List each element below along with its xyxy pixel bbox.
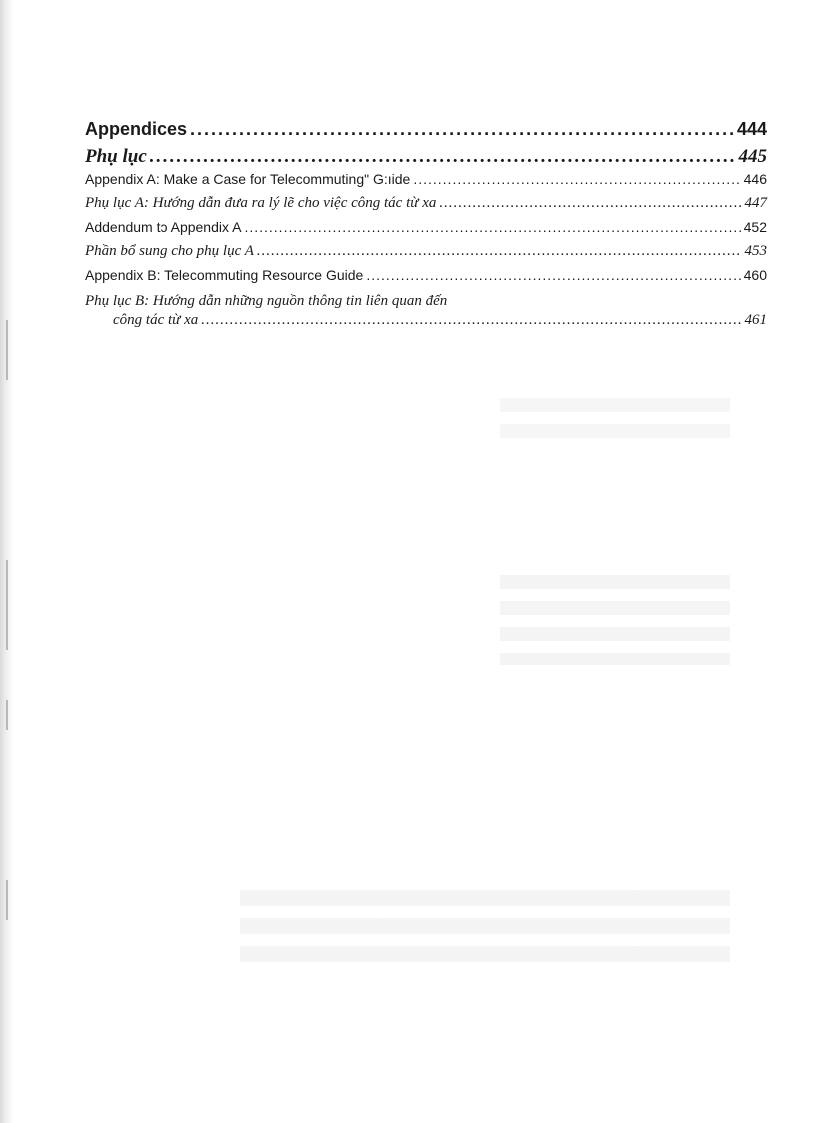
toc-entry-title: Addendum tɔ Appendix A xyxy=(85,219,242,235)
toc-entry-page: 445 xyxy=(738,146,767,167)
bleed-through-block xyxy=(500,398,730,448)
toc-entry-page: 446 xyxy=(743,171,767,187)
toc-entry-phu-luc xyxy=(85,146,767,171)
table-of-contents xyxy=(85,119,767,334)
toc-leader-dots xyxy=(190,119,734,140)
toc-entry-title-line2: công tác từ xa xyxy=(113,312,199,328)
spine-mark xyxy=(6,320,8,380)
toc-leader-dots xyxy=(439,195,741,212)
toc-leader-dots xyxy=(201,312,741,329)
spine-mark xyxy=(6,700,8,730)
toc-entry-title: Appendix B: Telecommuting Resource Guide xyxy=(85,267,364,283)
toc-entry-page: 452 xyxy=(743,219,767,235)
toc-entry xyxy=(85,219,767,243)
spine-mark xyxy=(6,880,8,920)
bleed-through-block xyxy=(500,575,730,665)
toc-entry xyxy=(85,243,767,267)
toc-entry-title: Appendix A: Make a Case for Telecommuting" G:ıide xyxy=(85,171,411,187)
page-spine-shadow xyxy=(0,0,14,1123)
toc-entry xyxy=(85,171,767,195)
toc-leader-dots xyxy=(257,243,742,260)
toc-entry-page: 460 xyxy=(743,267,767,283)
toc-leader-dots xyxy=(244,219,740,235)
toc-entry xyxy=(85,267,767,291)
toc-entry xyxy=(85,195,767,219)
toc-entry-page: 461 xyxy=(744,312,767,328)
bleed-through-block xyxy=(240,890,730,970)
toc-entry-page: 453 xyxy=(744,243,767,259)
toc-leader-dots xyxy=(413,171,740,187)
toc-entry-title: Phụ lục xyxy=(85,146,147,167)
toc-entry-title: Appendices xyxy=(85,119,188,139)
toc-entry-title-line1: Phụ lục B: Hướng dẫn những nguồn thông tin liên quan đến xyxy=(85,293,448,309)
toc-entry-line2 xyxy=(85,312,767,334)
toc-entry-multiline xyxy=(85,293,767,334)
toc-entry-page: 447 xyxy=(744,195,767,211)
toc-entry-appendices xyxy=(85,119,767,146)
spine-mark xyxy=(6,560,8,650)
toc-entry-title: Phần bổ sung cho phụ lục A xyxy=(85,243,254,259)
toc-entry-title: Phụ lục A: Hướng dẫn đưa ra lý lẽ cho việc công tác từ xa xyxy=(85,195,437,211)
toc-entry-page: 444 xyxy=(736,119,767,139)
toc-leader-dots xyxy=(366,267,740,283)
toc-leader-dots xyxy=(150,146,736,168)
